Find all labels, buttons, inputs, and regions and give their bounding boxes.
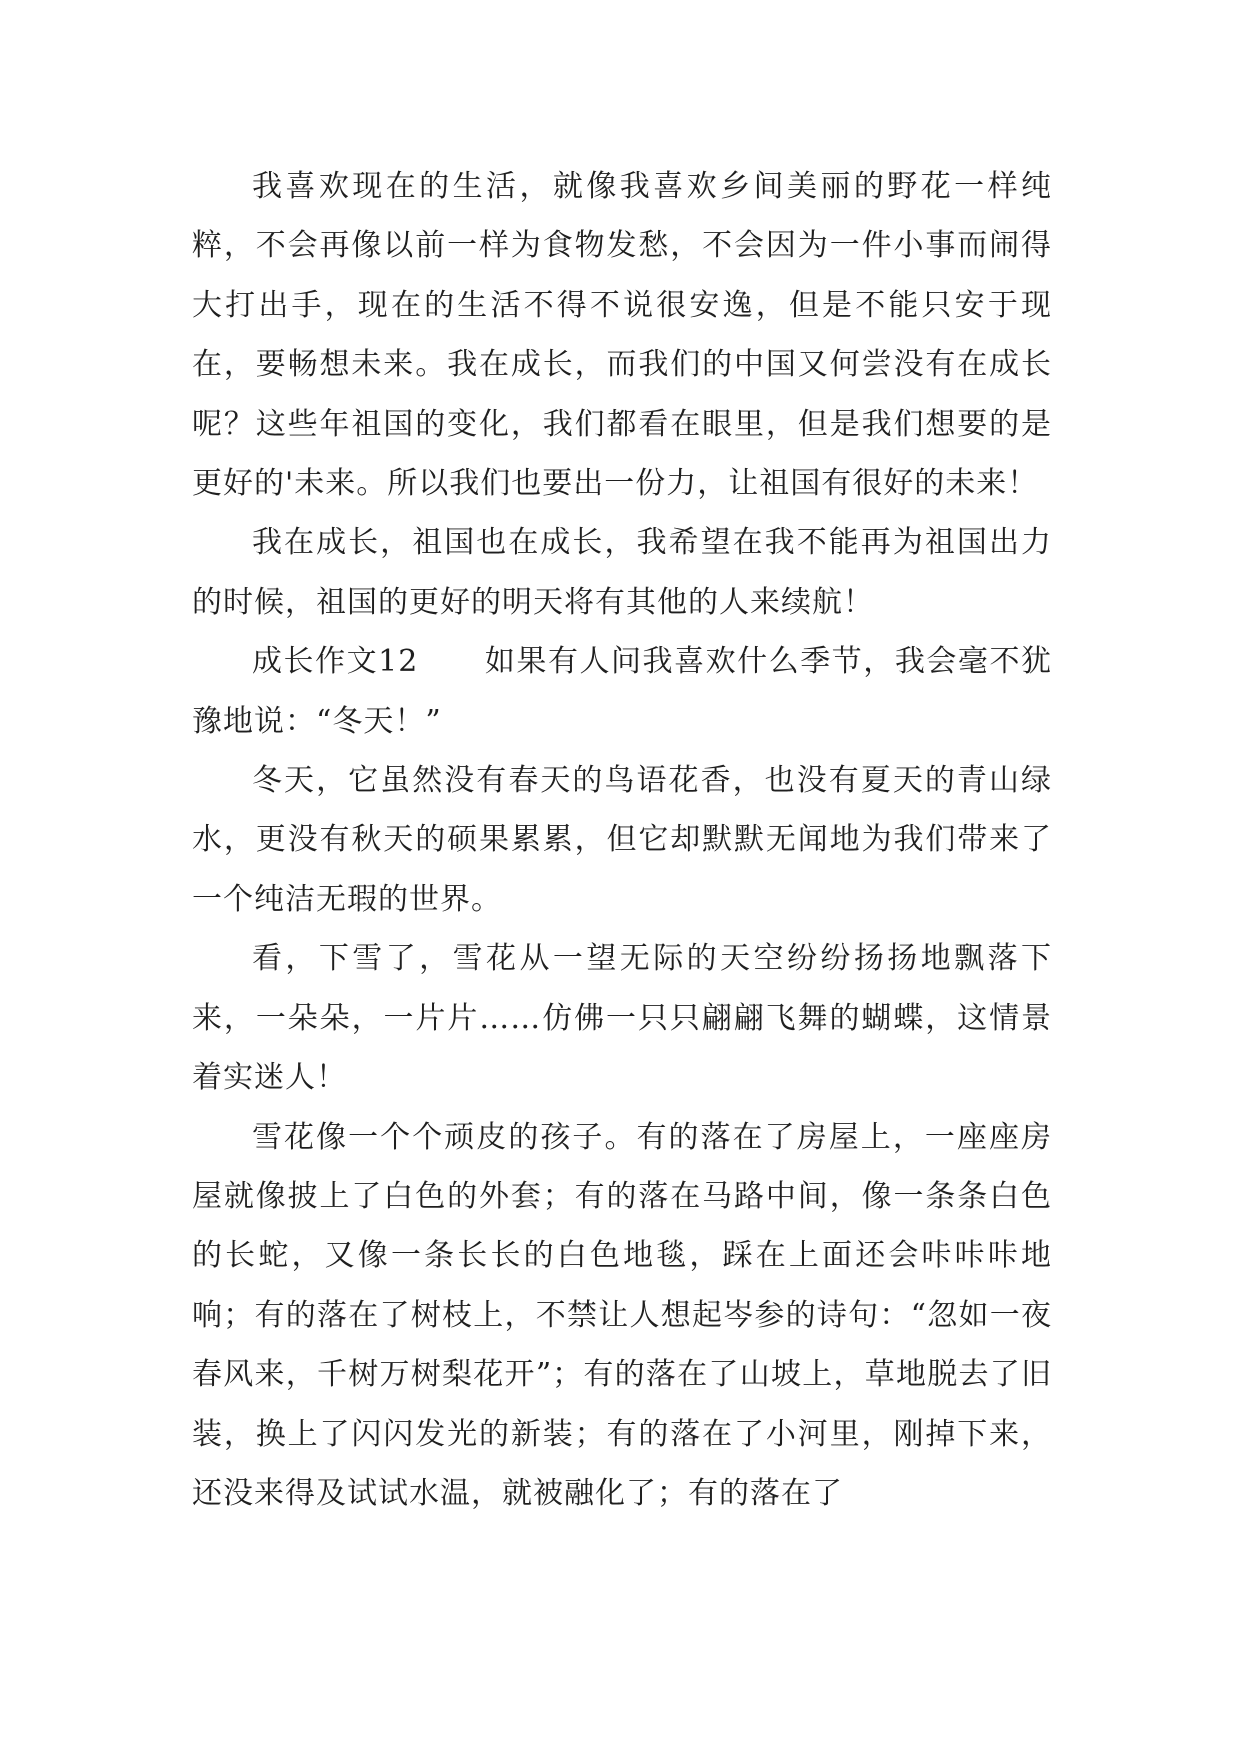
- paragraph-4: 看，下雪了，雪花从一望无际的天空纷纷扬扬地飘落下来，一朵朵，一片片……仿佛一只只翩翩飞舞的蝴蝶，这情景着实迷人！: [192, 941, 1052, 1096]
- section-title: 成长作文12: [252, 644, 419, 680]
- paragraph-2: 我在成长，祖国也在成长，我希望在我不能再为祖国出力的时候，祖国的更好的明天将有其他的人来续航！: [192, 525, 1052, 620]
- document-body: [192, 157, 1052, 1523]
- section-heading-paragraph: [192, 632, 1052, 751]
- paragraph-1: 我喜欢现在的生活，就像我喜欢乡间美丽的野花一样纯粹，不会再像以前一样为食物发愁，不会因为一件小事而闹得大打出手，现在的生活不得不说很安逸，但是不能只安于现在，要畅想未来。我在成长，而我们的中国又何尝没有在成长呢？这些年祖国的变化，我们都看在眼里，但是我们想要的是更好的'未来。所以我们也要出一份力，让祖国有很好的未来！: [192, 169, 1052, 502]
- paragraph-3: 冬天，它虽然没有春天的鸟语花香，也没有夏天的青山绿水，更没有秋天的硕果累累，但它却默默无闻地为我们带来了一个纯洁无瑕的世界。: [192, 763, 1052, 917]
- paragraph-5: 雪花像一个个顽皮的孩子。有的落在了房屋上，一座座房屋就像披上了白色的外套；有的落在马路中间，像一条条白色的长蛇，又像一条长长的白色地毯，踩在上面还会咔咔咔地响；有的落在了树枝上，不禁让人想起岑参的诗句：“忽如一夜春风来，千树万树梨花开”；有的落在了山坡上，草地脱去了旧装，换上了闪闪发光的新装；有的落在了小河里，刚掉下来，还没来得及试试水温，就被融化了；有的落在了: [192, 1119, 1052, 1511]
- section-heading-text: 如果有人问我喜欢什么季节，我会毫不犹豫地说：“冬天！”: [192, 644, 1052, 739]
